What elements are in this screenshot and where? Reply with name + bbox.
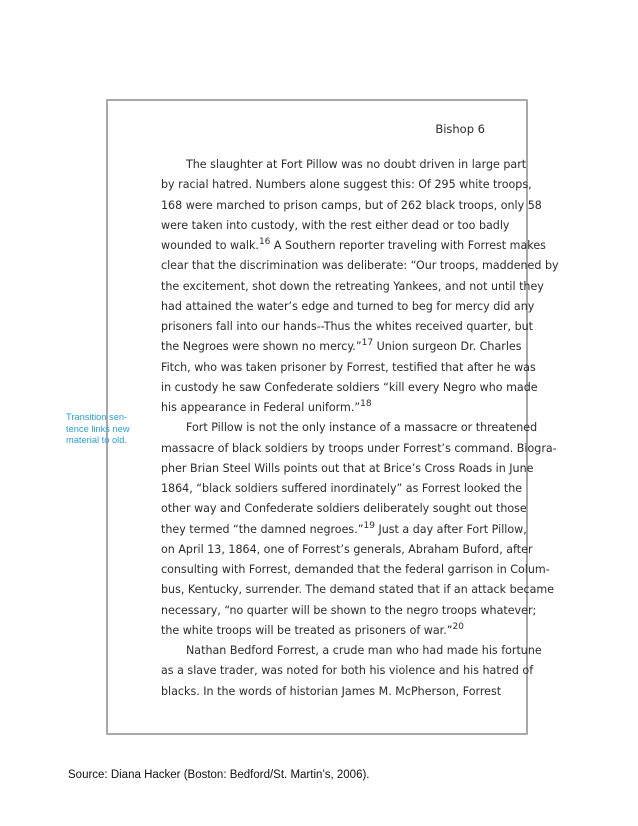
text-line: 1864, “black soldiers suffered inordinately” as Forrest looked the	[161, 482, 523, 495]
footnote-ref: 17	[361, 338, 374, 349]
text-line: consulting with Forrest, demanded that the federal garrison in Colum-	[161, 563, 550, 576]
text-line: Nathan Bedford Forrest, a crude man who had made his fortune	[186, 644, 542, 657]
footnote-ref: 20	[452, 621, 464, 632]
footnote-ref: 18	[360, 399, 372, 409]
running-head: Bishop 6	[435, 122, 485, 136]
text-line: 168 were marched to prison camps, but of 262 black troops, only 58	[161, 198, 542, 212]
footnote-ref: 16	[258, 237, 271, 247]
text-line: had attained the water’s edge and turned to beg for mercy did any	[161, 299, 535, 313]
text-line: pher Brian Steel Wills points out that at Brice’s Cross Roads in June	[161, 461, 534, 475]
body-text	[161, 155, 559, 702]
text-line: were taken into custody, with the rest either dead or too badly	[161, 218, 510, 232]
margin-annotation	[66, 412, 130, 447]
text-line: on April 13, 1864, one of Forrest’s generals, Abraham Buford, after	[161, 542, 533, 556]
text-line: bus, Kentucky, surrender. The demand stated that if an attack became	[161, 583, 554, 597]
paper-page	[106, 99, 559, 735]
text-line: clear that the discrimination was deliberate: “Our troops, maddened by	[161, 259, 559, 273]
text-line: necessary, “no quarter will be shown to the negro troops whatever;	[161, 603, 537, 617]
text-line: massacre of black soldiers by troops under Forrest’s command. Biogra-	[161, 441, 557, 455]
text-line: as a slave trader, was noted for both his violence and his hatred of	[161, 664, 534, 678]
annotation-line: tence links new	[66, 423, 130, 434]
text-line: Fitch, who was taken prisoner by Forrest, testified that after he was	[161, 360, 536, 374]
text-line: the white troops will be treated as prisoners of war.”$^{20}$	[161, 621, 464, 637]
footnote-ref: 19	[363, 520, 375, 531]
text-line: his appearance in Federal uniform.”$^{18}$	[161, 399, 372, 414]
annotation-line: material to old.	[66, 435, 127, 446]
text-line: the Negroes were shown no mercy.”$^{17}$ Union surgeon Dr. Charles	[161, 338, 522, 354]
text-line: in custody he saw Confederate soldiers “kill every Negro who made	[161, 380, 538, 394]
source-caption: Source: Diana Hacker (Boston: Bedford/St. Martin’s, 2006).	[68, 769, 370, 781]
text-line: The slaughter at Fort Pillow was no doubt driven in large part	[186, 158, 527, 171]
text-line: wounded to walk.$^{16}$ A Southern reporter traveling with Forrest makes	[161, 237, 546, 252]
text-line: other way and Confederate soldiers deliberately sought out those	[161, 502, 527, 516]
text-line: by racial hatred. Numbers alone suggest this: Of 295 white troops,	[161, 178, 532, 192]
text-line: the excitement, shot down the retreating Yankees, and not until they	[161, 279, 544, 293]
text-line: Fort Pillow is not the only instance of a massacre or threatened	[186, 421, 538, 435]
text-line: blacks. In the words of historian James M. McPherson, Forrest	[161, 684, 502, 698]
text-line: they termed “the damned negroes.”$^{19}$ Just a day after Fort Pillow,	[161, 520, 527, 536]
annotation-line: Transition sen-	[66, 412, 128, 422]
text-line: prisoners fall into our hands--Thus the whites received quarter, but	[161, 320, 534, 333]
